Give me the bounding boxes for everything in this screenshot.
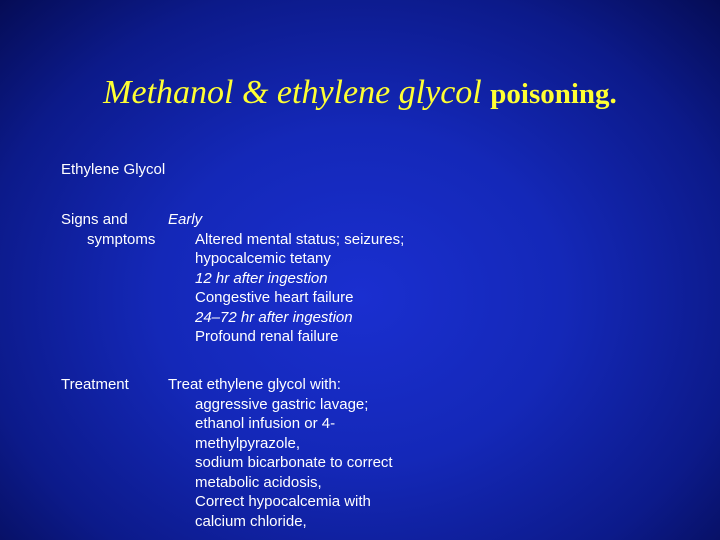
treatment-intro: Treat ethylene glycol with: <box>168 376 341 393</box>
late-heading: 24–72 hr after ingestion <box>195 308 353 326</box>
treatment-item: aggressive gastric lavage; <box>195 395 369 413</box>
signs-symptoms-content <box>168 210 413 347</box>
mid-text: Congestive heart failure <box>195 289 354 306</box>
treatment-item: sodium bicarbonate to correct metabolic acidosis, <box>195 454 393 491</box>
slide-title <box>0 74 720 112</box>
slide-title-regular: poisoning. <box>490 78 617 110</box>
treatment-item: Correct hypocalcemia with calcium chloride, <box>195 493 371 530</box>
mid-heading: 12 hr after ingestion <box>195 269 328 287</box>
early-text: Altered mental status; seizures; hypocalcemic tetany <box>195 230 405 267</box>
treatment-content <box>168 375 413 531</box>
early-heading: Early <box>168 211 203 228</box>
ethylene-glycol-header: Ethylene Glycol <box>61 161 166 178</box>
treatment-item: ethanol infusion or 4-methylpyrazole, <box>195 415 336 452</box>
treatment-label: Treatment <box>61 376 129 393</box>
signs-symptoms-label: Signs and symptoms <box>61 211 156 248</box>
slide-title-italic: Methanol & ethylene glycol <box>103 74 482 111</box>
late-text: Profound renal failure <box>195 328 339 345</box>
